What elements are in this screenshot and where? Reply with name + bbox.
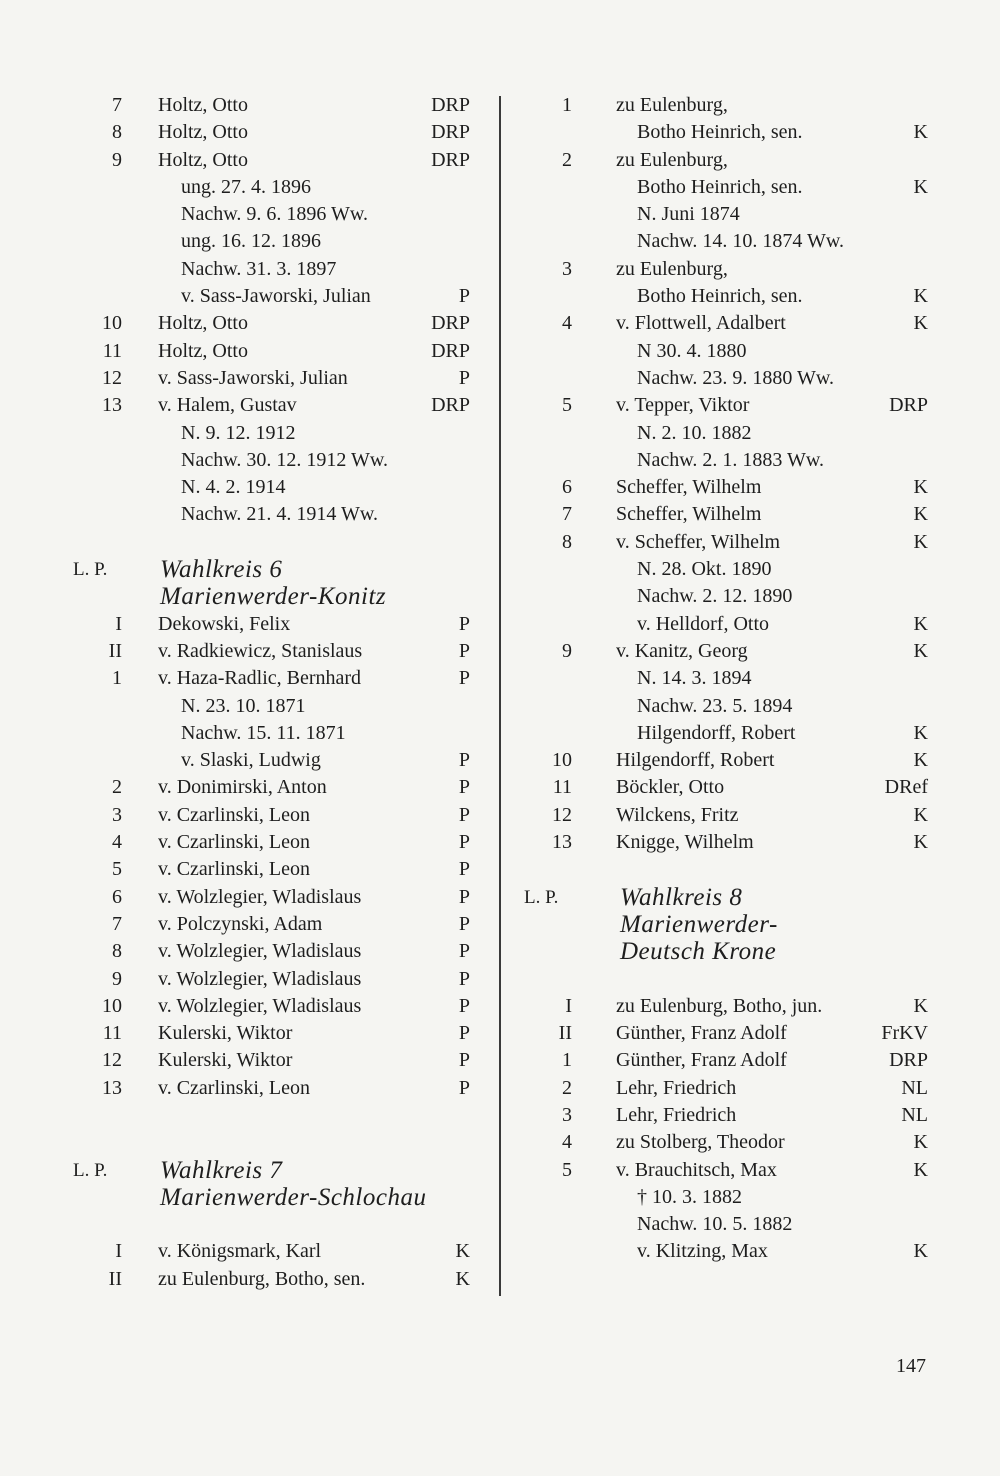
line-number: 7	[112, 94, 122, 116]
party-label: P	[458, 803, 470, 826]
entry-note: N. Juni 1874	[637, 203, 740, 226]
line-number: 4	[562, 1131, 572, 1154]
entry-row	[502, 665, 1000, 692]
entry-row	[502, 802, 1000, 829]
party-label: P	[458, 1076, 470, 1099]
line-number: 2	[562, 1076, 572, 1099]
entry-row	[502, 1047, 1000, 1074]
member-name: v. Brauchitsch, Max	[616, 1158, 777, 1181]
party-label: P	[458, 994, 470, 1017]
party-label: DRP	[431, 94, 470, 116]
lp-label: L. P.	[524, 886, 559, 908]
entry-note: Nachw. 10. 5. 1882	[637, 1213, 793, 1236]
entry-note: Botho Heinrich, sen.	[637, 175, 803, 198]
entry-row	[0, 1047, 500, 1074]
member-name: Holtz, Otto	[158, 121, 248, 144]
entry-note: v. Klitzing, Max	[637, 1240, 768, 1263]
line-number: 11	[102, 1022, 122, 1045]
member-name: v. Königsmark, Karl	[158, 1240, 322, 1263]
column-divider	[499, 96, 501, 1296]
entry-note: Botho Heinrich, sen.	[637, 285, 803, 308]
entry-row	[502, 1238, 1000, 1265]
entry-row	[502, 638, 1000, 665]
party-label: K	[455, 1240, 470, 1263]
entry-note: Nachw. 2. 1. 1883 Ww.	[637, 448, 825, 471]
party-label: P	[458, 831, 470, 854]
party-label: K	[913, 285, 928, 308]
line-number: 8	[112, 940, 122, 963]
member-name: v. Kanitz, Georg	[616, 639, 748, 662]
entry-row	[502, 201, 1000, 228]
line-number: 6	[562, 476, 572, 499]
entry-row	[502, 1075, 1000, 1102]
party-label: K	[913, 721, 928, 744]
heading-row	[0, 1184, 500, 1211]
entry-row	[0, 720, 500, 747]
entry-row	[502, 529, 1000, 556]
party-label: FrKV	[881, 1022, 928, 1045]
entry-row	[0, 474, 500, 501]
entry-row	[0, 1020, 500, 1047]
entry-row	[502, 365, 1000, 392]
heading-row	[502, 938, 1000, 965]
line-number: 4	[562, 312, 572, 335]
member-name: Lehr, Friedrich	[616, 1103, 737, 1126]
member-name: zu Eulenburg, Botho, sen.	[158, 1267, 366, 1290]
member-name: Holtz, Otto	[158, 312, 248, 335]
entry-row	[502, 993, 1000, 1020]
entry-row	[0, 774, 500, 801]
line-number: 1	[562, 94, 572, 116]
entry-row	[0, 228, 500, 255]
line-number: 3	[562, 257, 572, 280]
entry-row	[0, 447, 500, 474]
entry-row	[502, 1211, 1000, 1238]
party-label: P	[458, 285, 470, 308]
district-heading: Wahlkreis 6	[160, 556, 283, 584]
entry-row	[502, 474, 1000, 501]
line-number: 3	[562, 1103, 572, 1126]
entry-note: † 10. 3. 1882	[637, 1185, 742, 1208]
line-number: 1	[562, 1049, 572, 1072]
party-label: DRP	[431, 339, 470, 362]
party-label: P	[458, 912, 470, 935]
entry-row	[502, 1102, 1000, 1129]
entry-row	[502, 147, 1000, 174]
line-number: 8	[112, 121, 122, 144]
heading-row	[0, 556, 500, 583]
entry-note: N. 9. 12. 1912	[181, 421, 296, 444]
party-label: K	[913, 1158, 928, 1181]
party-label: DRef	[884, 776, 928, 799]
entry-note: Nachw. 14. 10. 1874 Ww.	[637, 230, 845, 253]
entry-row	[502, 92, 1000, 119]
member-name: v. Sass-Jaworski, Julian	[158, 366, 348, 389]
line-number: 9	[112, 967, 122, 990]
page-number: 147	[896, 1355, 926, 1377]
right-column	[502, 92, 1000, 1266]
party-label: P	[458, 612, 470, 635]
entry-row	[502, 119, 1000, 146]
party-label: K	[913, 831, 928, 854]
entry-row	[0, 420, 500, 447]
line-number: 10	[102, 994, 122, 1017]
entry-row	[0, 1266, 500, 1293]
entry-row	[0, 365, 500, 392]
entry-row	[502, 447, 1000, 474]
line-number: 9	[112, 148, 122, 171]
line-number: 7	[112, 912, 122, 935]
entry-row	[502, 501, 1000, 528]
entry-row	[0, 92, 500, 119]
member-name: Günther, Franz Adolf	[616, 1022, 787, 1045]
entry-note: Nachw. 31. 3. 1897	[181, 257, 337, 280]
entry-row	[502, 1020, 1000, 1047]
line-number: 1	[112, 667, 122, 690]
entry-note: N 30. 4. 1880	[637, 339, 747, 362]
party-label: P	[458, 776, 470, 799]
entry-row	[0, 392, 500, 419]
line-number: 13	[102, 394, 122, 417]
line-number: 10	[102, 312, 122, 335]
line-number: II	[108, 1267, 122, 1290]
entry-row	[502, 228, 1000, 255]
entry-row	[0, 310, 500, 337]
entry-row	[502, 174, 1000, 201]
line-number: 13	[552, 831, 572, 854]
party-label: K	[913, 994, 928, 1017]
entry-row	[502, 283, 1000, 310]
member-name: v. Czarlinski, Leon	[158, 1076, 311, 1099]
entry-row	[502, 392, 1000, 419]
member-name: Günther, Franz Adolf	[616, 1049, 787, 1072]
entry-row	[502, 420, 1000, 447]
entry-note: Nachw. 9. 6. 1896 Ww.	[181, 203, 369, 226]
entry-row	[0, 693, 500, 720]
lp-label: L. P.	[73, 1159, 108, 1181]
line-number: 6	[112, 885, 122, 908]
party-label: K	[913, 503, 928, 526]
party-label: K	[455, 1267, 470, 1290]
party-label: P	[458, 1022, 470, 1045]
line-number: 4	[112, 831, 122, 854]
member-name: Holtz, Otto	[158, 148, 248, 171]
line-number: 11	[102, 339, 122, 362]
entry-row	[0, 966, 500, 993]
line-number: I	[565, 994, 572, 1017]
district-heading: Marienwerder-	[620, 910, 778, 938]
lp-label: L. P.	[73, 559, 108, 581]
party-label: K	[913, 749, 928, 772]
member-name: v. Halem, Gustav	[158, 394, 297, 417]
member-name: v. Czarlinski, Leon	[158, 858, 311, 881]
member-name: v. Wolzlegier, Wladislaus	[158, 885, 362, 908]
spacer	[502, 966, 1000, 993]
party-label: K	[913, 803, 928, 826]
member-name: Holtz, Otto	[158, 94, 248, 116]
member-name: v. Czarlinski, Leon	[158, 831, 311, 854]
entry-row	[502, 1129, 1000, 1156]
entry-row	[0, 911, 500, 938]
entry-note: Botho Heinrich, sen.	[637, 121, 803, 144]
district-heading: Marienwerder-Konitz	[160, 583, 387, 611]
entry-row	[502, 256, 1000, 283]
entry-row	[0, 938, 500, 965]
party-label: DRP	[431, 394, 470, 417]
line-number: 3	[112, 803, 122, 826]
entry-row	[0, 1075, 500, 1102]
line-number: 9	[562, 639, 572, 662]
entry-note: N. 28. Okt. 1890	[637, 558, 772, 581]
member-name: v. Haza-Radlic, Bernhard	[158, 667, 362, 690]
entry-row	[502, 829, 1000, 856]
member-name: v. Wolzlegier, Wladislaus	[158, 940, 362, 963]
entry-row	[502, 747, 1000, 774]
member-name: v. Wolzlegier, Wladislaus	[158, 994, 362, 1017]
member-name: Kulerski, Wiktor	[158, 1022, 293, 1045]
left-column	[0, 92, 500, 1293]
entry-row	[0, 501, 500, 528]
party-label: DRP	[431, 312, 470, 335]
entry-row	[0, 611, 500, 638]
entry-row	[502, 310, 1000, 337]
member-name: v. Donimirski, Anton	[158, 776, 327, 799]
party-label: P	[458, 366, 470, 389]
district-heading: Deutsch Krone	[620, 938, 777, 966]
party-label: DRP	[889, 1049, 928, 1072]
entry-note: N. 2. 10. 1882	[637, 421, 752, 444]
party-label: K	[913, 175, 928, 198]
entry-row	[0, 856, 500, 883]
party-label: K	[913, 639, 928, 662]
entry-note: Nachw. 15. 11. 1871	[181, 721, 346, 744]
entry-row	[0, 993, 500, 1020]
party-label: DRP	[889, 394, 928, 417]
entry-row	[502, 1157, 1000, 1184]
member-name: Scheffer, Wilhelm	[616, 503, 762, 526]
party-label: K	[913, 1240, 928, 1263]
member-name: zu Eulenburg,	[616, 257, 728, 280]
entry-note: N. 14. 3. 1894	[637, 667, 752, 690]
entry-note: N. 4. 2. 1914	[181, 476, 286, 499]
party-label: DRP	[431, 148, 470, 171]
line-number: 12	[102, 1049, 122, 1072]
member-name: zu Stolberg, Theodor	[616, 1131, 785, 1154]
entry-note: v. Slaski, Ludwig	[181, 749, 321, 772]
party-label: P	[458, 749, 470, 772]
member-name: v. Tepper, Viktor	[616, 394, 750, 417]
party-label: K	[913, 476, 928, 499]
entry-row	[0, 1238, 500, 1265]
heading-row	[502, 911, 1000, 938]
member-name: Knigge, Wilhelm	[616, 831, 754, 854]
entry-row	[0, 256, 500, 283]
member-name: Lehr, Friedrich	[616, 1076, 737, 1099]
entry-note: Nachw. 2. 12. 1890	[637, 585, 793, 608]
spacer	[0, 1211, 500, 1238]
district-heading: Wahlkreis 7	[160, 1156, 283, 1184]
line-number: I	[115, 612, 122, 635]
member-name: Kulerski, Wiktor	[158, 1049, 293, 1072]
entry-note: Nachw. 21. 4. 1914 Ww.	[181, 503, 379, 526]
party-label: P	[458, 858, 470, 881]
entry-row	[0, 201, 500, 228]
entry-row	[0, 665, 500, 692]
entry-row	[0, 147, 500, 174]
entry-row	[0, 884, 500, 911]
entry-row	[502, 774, 1000, 801]
party-label: NL	[901, 1103, 928, 1126]
line-number: 2	[112, 776, 122, 799]
heading-row	[502, 884, 1000, 911]
party-label: K	[913, 530, 928, 553]
entry-note: Hilgendorff, Robert	[637, 721, 796, 744]
member-name: Hilgendorff, Robert	[616, 749, 775, 772]
spacer	[0, 1129, 500, 1156]
entry-note: Nachw. 23. 5. 1894	[637, 694, 793, 717]
party-label: DRP	[431, 121, 470, 144]
line-number: II	[108, 639, 122, 662]
spacer	[0, 529, 500, 556]
line-number: 5	[112, 858, 122, 881]
line-number: 7	[562, 503, 572, 526]
line-number: 12	[552, 803, 572, 826]
entry-row	[502, 583, 1000, 610]
line-number: 8	[562, 530, 572, 553]
entry-row	[0, 829, 500, 856]
heading-row	[0, 583, 500, 610]
entry-row	[0, 283, 500, 310]
heading-row	[0, 1157, 500, 1184]
line-number: 13	[102, 1076, 122, 1099]
member-name: zu Eulenburg,	[616, 94, 728, 116]
party-label: P	[458, 639, 470, 662]
entry-row	[502, 611, 1000, 638]
member-name: zu Eulenburg, Botho, jun.	[616, 994, 823, 1017]
member-name: Böckler, Otto	[616, 776, 725, 799]
member-name: v. Polczynski, Adam	[158, 912, 323, 935]
party-label: K	[913, 612, 928, 635]
line-number: 12	[102, 366, 122, 389]
line-number: 10	[552, 749, 572, 772]
member-name: Dekowski, Felix	[158, 612, 291, 635]
spacer	[502, 856, 1000, 883]
party-label: P	[458, 967, 470, 990]
entry-note: ung. 16. 12. 1896	[181, 230, 321, 253]
member-name: Scheffer, Wilhelm	[616, 476, 762, 499]
party-label: K	[913, 312, 928, 335]
line-number: 5	[562, 1158, 572, 1181]
line-number: I	[115, 1240, 122, 1263]
party-label: NL	[901, 1076, 928, 1099]
party-label: K	[913, 1131, 928, 1154]
entry-row	[502, 1184, 1000, 1211]
entry-note: Nachw. 30. 12. 1912 Ww.	[181, 448, 389, 471]
party-label: P	[458, 885, 470, 908]
member-name: Wilckens, Fritz	[616, 803, 739, 826]
line-number: 5	[562, 394, 572, 417]
member-name: v. Scheffer, Wilhelm	[616, 530, 781, 553]
party-label: P	[458, 667, 470, 690]
entry-note: ung. 27. 4. 1896	[181, 175, 311, 198]
line-number: 2	[562, 148, 572, 171]
entry-row	[0, 338, 500, 365]
entry-row	[0, 638, 500, 665]
entry-note: v. Sass-Jaworski, Julian	[181, 285, 371, 308]
entry-row	[502, 693, 1000, 720]
member-name: v. Wolzlegier, Wladislaus	[158, 967, 362, 990]
member-name: v. Flottwell, Adalbert	[616, 312, 786, 335]
line-number: 11	[552, 776, 572, 799]
member-name: v. Radkiewicz, Stanislaus	[158, 639, 363, 662]
entry-row	[0, 119, 500, 146]
party-label: P	[458, 1049, 470, 1072]
entry-row	[502, 556, 1000, 583]
entry-note: N. 23. 10. 1871	[181, 694, 306, 717]
line-number: II	[558, 1022, 572, 1045]
party-label: K	[913, 121, 928, 144]
entry-row	[0, 174, 500, 201]
entry-row	[502, 338, 1000, 365]
member-name: Holtz, Otto	[158, 339, 248, 362]
spacer	[0, 1102, 500, 1129]
member-name: zu Eulenburg,	[616, 148, 728, 171]
entry-row	[0, 802, 500, 829]
entry-note: Nachw. 23. 9. 1880 Ww.	[637, 366, 835, 389]
district-heading: Wahlkreis 8	[620, 883, 743, 911]
member-name: v. Czarlinski, Leon	[158, 803, 311, 826]
district-heading: Marienwerder-Schlochau	[160, 1183, 427, 1211]
entry-row	[0, 747, 500, 774]
entry-row	[502, 720, 1000, 747]
entry-note: v. Helldorf, Otto	[637, 612, 770, 635]
party-label: P	[458, 940, 470, 963]
